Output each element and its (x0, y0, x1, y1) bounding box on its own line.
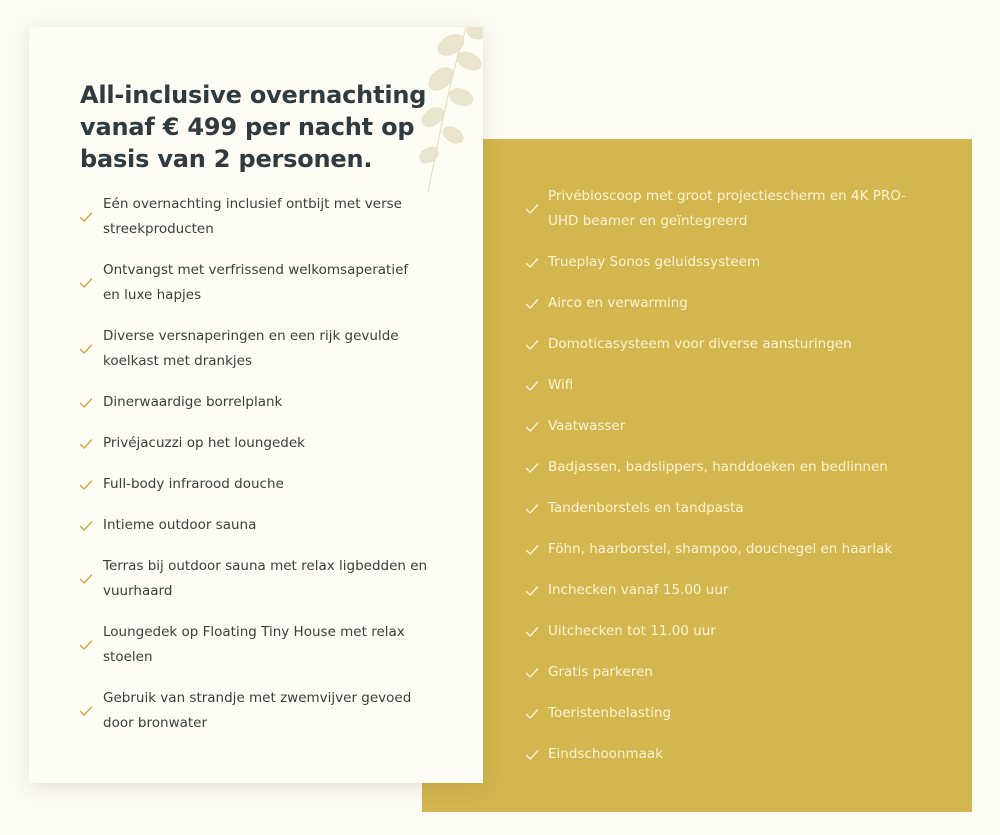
check-icon (79, 638, 93, 652)
list-item (525, 537, 925, 562)
list-item-label: Ontvangst met verfrissend welkomsaperatief en luxe hapjes (103, 262, 409, 303)
list-item-label: Gratis parkeren (548, 664, 653, 680)
list-item-label: Badjassen, badslippers, handdoeken en bedlinnen (548, 459, 888, 475)
list-item (525, 332, 925, 357)
list-item (525, 455, 925, 480)
check-icon (79, 478, 93, 492)
check-icon (525, 502, 539, 516)
list-item-label: Gebruik van strandje met zwemvijver gevoed door bronwater (103, 690, 412, 731)
list-item (79, 686, 429, 736)
list-item-label: Full-body infrarood douche (103, 476, 284, 492)
list-item-label: Loungedek op Floating Tiny House met relax stoelen (103, 624, 405, 665)
check-icon (79, 276, 93, 290)
list-item-label: Uitchecken tot 11.00 uur (548, 623, 716, 639)
check-icon (525, 202, 539, 216)
list-item (525, 701, 925, 726)
list-item-label: Toeristenbelasting (548, 705, 672, 721)
included-list (79, 192, 429, 752)
list-item (79, 431, 429, 456)
list-item-label: Airco en verwarming (548, 295, 688, 311)
list-item (79, 554, 429, 604)
list-item (79, 390, 429, 415)
check-icon (79, 519, 93, 533)
check-icon (525, 543, 539, 557)
page-title: All-inclusive overnachting vanaf € 499 per nacht op basis van 2 personen. (80, 81, 427, 173)
check-icon (525, 379, 539, 393)
check-icon (525, 625, 539, 639)
check-icon (79, 210, 93, 224)
list-item (525, 742, 925, 767)
list-item (525, 291, 925, 316)
list-item-label: Wifi (548, 377, 574, 393)
list-item-label: Diverse versnaperingen en een rijk gevulde koelkast met drankjes (103, 328, 399, 369)
list-item (79, 258, 429, 308)
list-item-label: Dinerwaardige borrelplank (103, 394, 283, 410)
list-item (79, 324, 429, 374)
list-item (79, 472, 429, 497)
list-item-label: Privébioscoop met groot projectiescherm en 4K PRO-UHD beamer en geïntegreerd (548, 188, 907, 229)
check-icon (525, 256, 539, 270)
check-icon (79, 704, 93, 718)
list-item-label: Föhn, haarborstel, shampoo, douchegel en haarlak (548, 541, 893, 557)
check-icon (79, 396, 93, 410)
list-item-label: Eén overnachting inclusief ontbijt met verse streekproducten (103, 196, 402, 237)
list-item (525, 184, 925, 234)
check-icon (79, 437, 93, 451)
check-icon (79, 342, 93, 356)
check-icon (525, 461, 539, 475)
list-item (79, 192, 429, 242)
list-item (79, 620, 429, 670)
list-item-label: Terras bij outdoor sauna met relax ligbedden en vuurhaard (103, 558, 428, 599)
list-item (525, 414, 925, 439)
list-item (525, 373, 925, 398)
list-item-label: Inchecken vanaf 15.00 uur (548, 582, 729, 598)
check-icon (525, 297, 539, 311)
list-item-label: Intieme outdoor sauna (103, 517, 257, 533)
list-item-label: Privéjacuzzi op het loungedek (103, 435, 305, 451)
check-icon (79, 572, 93, 586)
list-item (79, 513, 429, 538)
check-icon (525, 584, 539, 598)
list-item-label: Tandenborstels en tandpasta (548, 500, 744, 516)
check-icon (525, 748, 539, 762)
list-item (525, 578, 925, 603)
list-item-label: Eindschoonmaak (548, 746, 664, 762)
check-icon (525, 707, 539, 721)
list-item (525, 619, 925, 644)
package-card (29, 27, 483, 783)
list-item-label: Trueplay Sonos geluidssysteem (548, 254, 761, 270)
list-item (525, 250, 925, 275)
list-item (525, 496, 925, 521)
list-item-label: Domoticasysteem voor diverse aansturingen (548, 336, 852, 352)
amenities-list (525, 184, 925, 783)
check-icon (525, 420, 539, 434)
check-icon (525, 666, 539, 680)
check-icon (525, 338, 539, 352)
list-item (525, 660, 925, 685)
amenities-panel (422, 139, 972, 812)
list-item-label: Vaatwasser (548, 418, 626, 434)
